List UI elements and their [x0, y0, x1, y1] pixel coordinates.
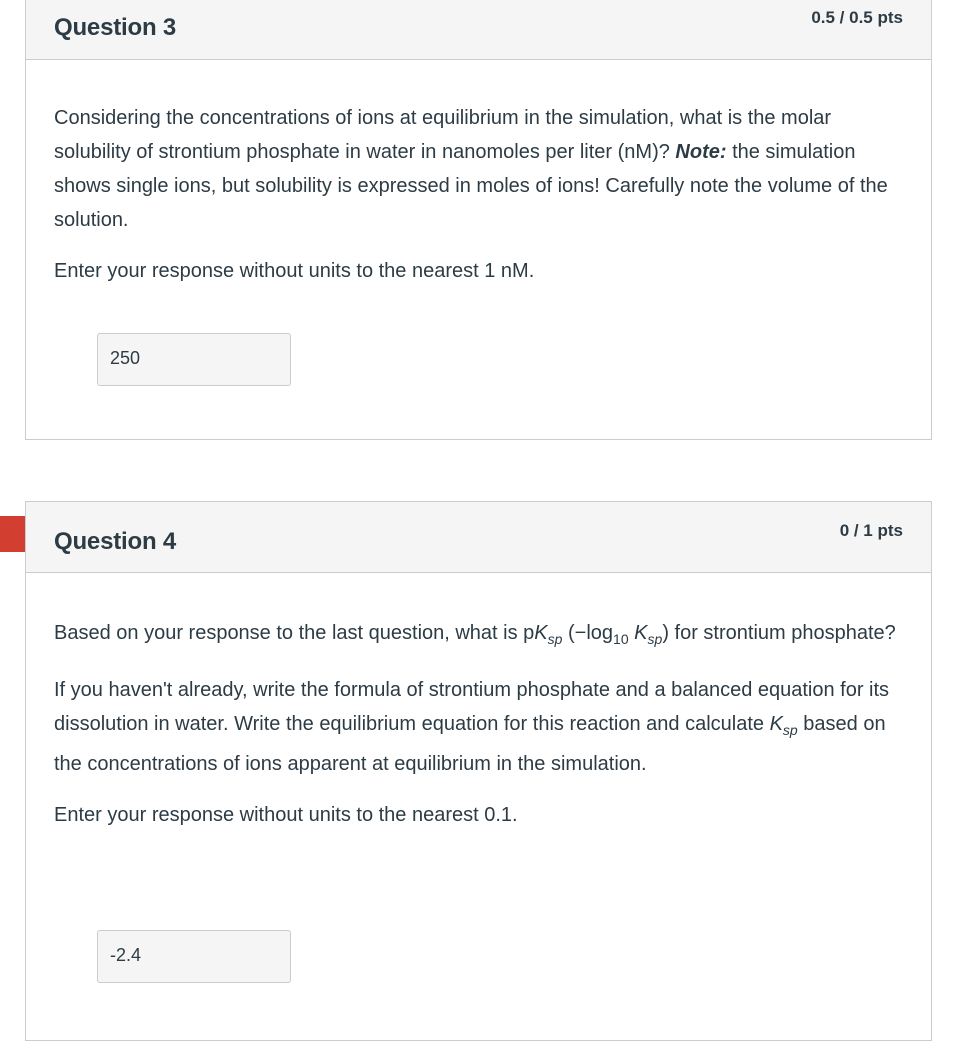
prompt-text: the simulation shows single ions, but solubility is expressed in moles of ions! Carefully note the volume of the solution.: [54, 141, 888, 231]
question-4-header: [26, 502, 931, 573]
question-3-instruction: Enter your response without units to the nearest 1 nM.: [54, 260, 535, 282]
question-3-answer-field[interactable]: 250: [97, 333, 291, 386]
question-4-card: [25, 501, 932, 1041]
question-3-header: [26, 0, 931, 60]
question-3-title: Question 3: [54, 14, 177, 41]
question-3-card: [25, 0, 932, 440]
question-4-title: Question 4: [54, 528, 177, 555]
question-4-prompt: Based on your response to the last question, what is $pK_{sp}$ ($-\log_{10}$ $K_{sp}$) for strontium phosphate?: [54, 622, 896, 647]
prompt-text: Considering the concentrations of ions at equilibrium in the simulation, what is the molar solubility of strontium phosphate in water in nanomoles per liter (nM)?: [54, 107, 832, 163]
question-4-explanation: If you haven't already, write the formula of strontium phosphate and a balanced equation for its dissolution in water. Write the equilibrium equation for this reaction and calculate $K_{sp}$ based on the concentrations of ions apparent at equilibrium in the simulation.: [54, 679, 890, 775]
question-3-body: [26, 60, 931, 288]
question-3-points: 0.5 / 0.5 pts: [811, 8, 903, 27]
question-4-body: [26, 573, 931, 832]
question-3-prompt: [54, 101, 903, 237]
note-label: Note:: [675, 141, 727, 163]
question-4-instruction: Enter your response without units to the nearest 0.1.: [54, 804, 518, 826]
question-4-answer-field[interactable]: -2.4: [97, 930, 291, 983]
question-4-points: 0 / 1 pts: [839, 521, 903, 540]
